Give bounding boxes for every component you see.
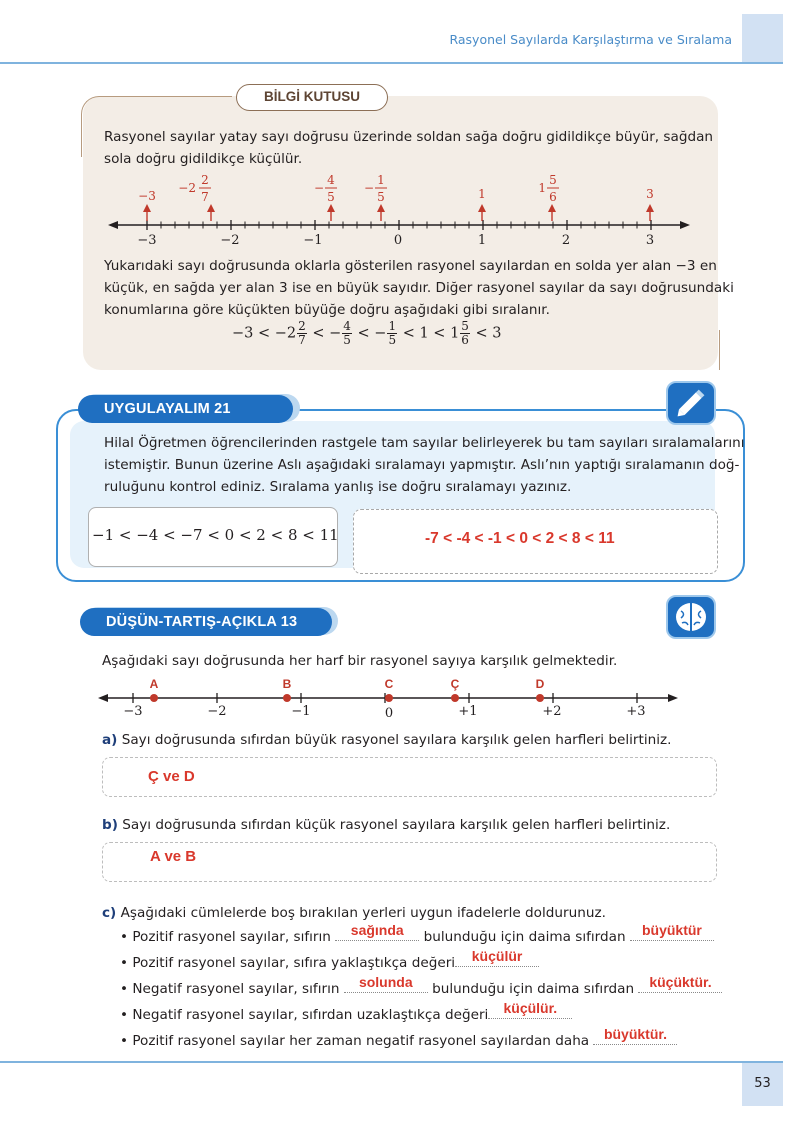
header-title: Rasyonel Sayılarda Karşılaştırma ve Sıralama (449, 32, 732, 47)
practice-text-line-2: istemiştir. Bunun üzerine Aslı aşağıdaki sıralamayı yapmıştır. Aslı’nın yaptığı sıralamanın doğ- (104, 457, 740, 473)
arrow-label: −3 (138, 189, 156, 203)
fraction-numerator: 5 (461, 319, 469, 333)
info-text-2-line-3: konumlarına göre küçükten büyüğe doğru aşağıdaki gibi sıralanır. (104, 302, 550, 318)
fill-blank[interactable] (488, 1000, 572, 1019)
axis-arrow-left (98, 694, 108, 702)
fraction-denominator: 5 (343, 333, 351, 347)
bullet-item: • Pozitif rasyonel sayılar her zaman negatif rasyonel sayılardan daha büyüktür. (120, 1031, 677, 1049)
point-marker (451, 694, 459, 702)
point-marker (536, 694, 544, 702)
ordering-part: < 1 < 1 (402, 325, 460, 342)
info-text-1-line-1: Rasyonel sayılar yatay sayı doğrusu üzerinde soldan sağa doğru gidildikçe büyür, sağdan (104, 129, 714, 145)
tick-label: −2 (207, 704, 227, 719)
point-marker (385, 694, 393, 702)
fraction-numerator: 1 (377, 173, 385, 187)
tick-label: −3 (137, 233, 157, 248)
bullet-text: Negatif rasyonel sayılar, sıfırdan uzaklaştıkça değeri (132, 1007, 489, 1023)
info-box-label: BİLGİ KUTUSU (236, 84, 388, 111)
answer-a: Ç ve D (148, 768, 195, 785)
bullet-item: • Negatif rasyonel sayılar, sıfırın solunda bulunduğu için daima sıfırdan küçüktür. (120, 979, 722, 997)
fill-answer: küçülür (471, 948, 523, 964)
point-letter: C (384, 677, 394, 691)
fill-blank[interactable] (630, 922, 714, 941)
discuss-label: DÜŞÜN-TARTIŞ-AÇIKLA 13 (80, 608, 332, 636)
tick-label: 0 (384, 706, 394, 721)
tick-label: 3 (645, 233, 655, 248)
bullet-item: • Pozitif rasyonel sayılar, sıfıra yaklaştıkça değeri küçülür (120, 953, 539, 971)
asli-order: −1 < −4 < −7 < 0 < 2 < 8 < 11 (92, 526, 339, 544)
question-a (102, 729, 671, 751)
fill-answer: küçülür. (503, 1000, 558, 1016)
fraction-whole: 1 (538, 181, 546, 195)
tick-label: −3 (123, 704, 143, 719)
ordering-part: < − (312, 325, 342, 342)
question-c-label: c) (102, 905, 117, 921)
fraction-denominator: 7 (201, 190, 209, 204)
footer-divider (0, 1061, 783, 1063)
tick-label: 0 (393, 233, 403, 248)
question-b-label: b) (102, 817, 118, 833)
tick-label: +1 (458, 704, 478, 719)
point-letter: D (535, 677, 545, 691)
fill-answer: büyüktür. (603, 1026, 667, 1042)
tick-label: +2 (542, 704, 562, 719)
arrow-label: 3 (646, 187, 654, 201)
info-text-2-line-2: küçük, en sağda yer alan 3 ise en büyük sayıdır. Diğer rasyonel sayılar da sayı doğrusundaki (104, 280, 734, 296)
fraction-numerator: 2 (298, 319, 306, 333)
bullet-text: bulunduğu için daima sıfırdan (423, 929, 626, 945)
page-number: 53 (754, 1076, 771, 1091)
question-b (102, 814, 670, 836)
practice-text-line-3: ruluğunu kontrol ediniz. Sıralama yanlış ise doğru sıralamayı yazınız. (104, 479, 572, 495)
fill-blank[interactable] (638, 974, 722, 993)
info-text-2-line-1: Yukarıdaki sayı doğrusunda oklarla gösterilen rasyonel sayılardan en solda yer alan −3 en (104, 258, 717, 274)
bullet-text: Pozitif rasyonel sayılar her zaman negatif rasyonel sayılardan daha (132, 1033, 590, 1049)
question-a-label: a) (102, 732, 118, 748)
fill-blank[interactable] (455, 948, 539, 967)
tick-label: −1 (291, 704, 311, 719)
practice-text-line-1: Hilal Öğretmen öğrencilerinden rastgele tam sayılar belirleyerek bu tam sayıları sıralamalarını (104, 435, 745, 451)
point-marker (283, 694, 291, 702)
practice-answer: -7 < -4 < -1 < 0 < 2 < 8 < 11 (425, 530, 615, 547)
info-text-1-line-2: sola doğru gidildikçe küçülür. (104, 151, 303, 167)
fraction-denominator: 7 (298, 333, 306, 347)
fraction-denominator: 6 (549, 190, 557, 204)
fraction-sign: − (363, 181, 374, 195)
point-letter: A (149, 677, 159, 691)
tick-label: 1 (477, 233, 487, 248)
fill-answer: büyüktür (641, 922, 702, 938)
fill-answer: sağında (350, 922, 404, 938)
question-b-text: Sayı doğrusunda sıfırdan küçük rasyonel sayılara karşılık gelen harfleri belirtiniz. (122, 817, 671, 833)
arrow-label: 1 (478, 187, 486, 201)
tick-label: +3 (626, 704, 646, 719)
point-marker (150, 694, 158, 702)
fraction-whole: −2 (178, 181, 196, 195)
tick-label: −2 (220, 233, 240, 248)
fraction-numerator: 5 (549, 173, 557, 187)
bullet-text: bulunduğu için daima sıfırdan (432, 981, 635, 997)
practice-label: UYGULAYALIM 21 (78, 395, 293, 423)
question-a-text: Sayı doğrusunda sıfırdan büyük rasyonel sayılara karşılık gelen harfleri belirtiniz. (121, 732, 672, 748)
ordering-part: −3 < (232, 325, 271, 342)
fill-blank[interactable] (335, 922, 419, 941)
fill-blank[interactable] (344, 974, 428, 993)
bullet-text: Pozitif rasyonel sayılar, sıfırın (132, 929, 331, 945)
fraction-numerator: 2 (201, 173, 209, 187)
question-c-text: Aşağıdaki cümlelerde boş bırakılan yerleri uygun ifadelerle doldurunuz. (120, 905, 606, 921)
fraction-denominator: 6 (461, 333, 469, 347)
tick-label: 2 (561, 233, 571, 248)
fraction-numerator: 1 (388, 319, 397, 333)
axis-arrow-right (668, 694, 678, 702)
tick-label: −1 (303, 233, 323, 248)
answer-b: A ve B (150, 848, 197, 865)
fraction-denominator: 5 (377, 190, 385, 204)
fraction-sign: − (313, 181, 324, 195)
question-c (102, 902, 606, 924)
fraction-numerator: 4 (327, 173, 335, 187)
fill-answer: küçüktür. (649, 974, 712, 990)
point-letter: Ç (450, 677, 460, 691)
fill-answer: solunda (358, 974, 413, 990)
ordering-part: < 3 (475, 325, 502, 342)
fraction-denominator: 5 (388, 333, 397, 347)
bullet-item: • Pozitif rasyonel sayılar, sıfırın sağında bulunduğu için daima sıfırdan büyüktür (120, 927, 714, 945)
point-letter: B (282, 677, 292, 691)
ordering-part: < − (357, 325, 387, 342)
bullet-text: Pozitif rasyonel sayılar, sıfıra yaklaştıkça değeri (132, 955, 456, 971)
fraction-numerator: 4 (343, 319, 351, 333)
bullet-text: Negatif rasyonel sayılar, sıfırın (132, 981, 340, 997)
ordering-part: −2 (274, 325, 297, 342)
fraction-denominator: 5 (327, 190, 335, 204)
bullet-item: • Negatif rasyonel sayılar, sıfırdan uzaklaştıkça değeri küçülür. (120, 1005, 572, 1023)
fill-blank[interactable] (593, 1026, 677, 1045)
discuss-intro: Aşağıdaki sayı doğrusunda her harf bir rasyonel sayıya karşılık gelmektedir. (102, 653, 618, 669)
